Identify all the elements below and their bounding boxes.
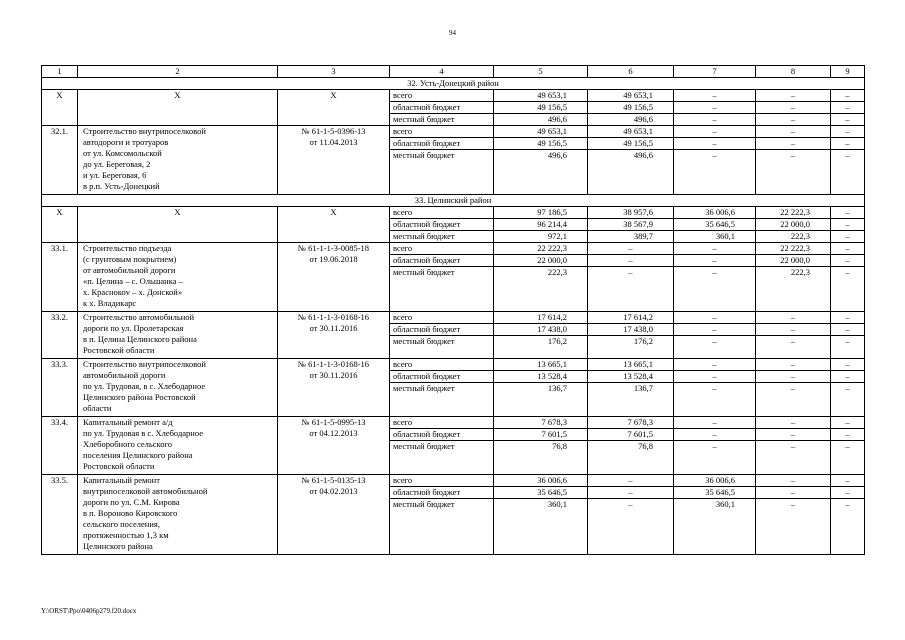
table-row (42, 90, 865, 102)
item-doc-line: от 30.11.2016 (309, 323, 358, 333)
amount-cell: 35 646,5 (674, 219, 756, 231)
amount-cell: – (831, 102, 865, 114)
amount-cell: – (831, 90, 865, 102)
amount-cell: – (674, 267, 756, 312)
item-name-line: автомобильной дороги (83, 370, 166, 380)
amount-cell: – (674, 102, 756, 114)
amount-cell: 96 214,4 (494, 219, 588, 231)
amount-cell: 360,1 (494, 499, 588, 555)
item-name-cell (78, 312, 278, 359)
table-row (42, 475, 865, 487)
amount-cell: – (756, 138, 831, 150)
item-name-line: поселения Целинского района (83, 450, 193, 460)
item-name-line: к х. Владикарс (83, 298, 137, 308)
item-name-line: и ул. Береговая, 6 (83, 170, 147, 180)
amount-cell: – (756, 150, 831, 195)
amount-cell: – (756, 441, 831, 475)
item-name-line: внутрипоселковой автомобильной (83, 486, 208, 496)
amount-cell: – (674, 126, 756, 138)
item-number-cell: 33.3. (42, 359, 78, 417)
amount-cell: 176,2 (494, 336, 588, 359)
amount-cell: 496,6 (494, 150, 588, 195)
amount-cell: 13 528,4 (588, 371, 674, 383)
amount-cell: – (674, 324, 756, 336)
item-name-line: дороги по ул. С.М. Кирова (83, 497, 180, 507)
item-name-line: области (83, 403, 112, 413)
amount-cell: 13 665,1 (588, 359, 674, 371)
amount-cell: – (674, 138, 756, 150)
amount-cell: – (756, 90, 831, 102)
amount-cell: – (831, 231, 865, 243)
amount-cell: 49 653,1 (588, 126, 674, 138)
item-doc-cell (278, 126, 390, 195)
amount-cell: 36 006,6 (674, 207, 756, 219)
item-name-line: от ул. Комсомольской (83, 148, 162, 158)
item-name-cell (78, 475, 278, 555)
amount-cell: – (831, 336, 865, 359)
amount-cell: 35 646,5 (494, 487, 588, 499)
amount-cell: – (831, 487, 865, 499)
item-name-line: по ул. Трудовая в с. Хлебодарное (83, 428, 203, 438)
item-doc-line: от 30.11.2016 (309, 370, 358, 380)
amount-cell: – (674, 336, 756, 359)
amount-cell: 49 156,5 (494, 102, 588, 114)
amount-cell: – (756, 114, 831, 126)
item-doc-cell (278, 243, 390, 312)
item-name-line: Строительство подъезда (83, 243, 172, 253)
item-name-line: автодороги и тротуаров (83, 137, 169, 147)
item-name-line: Целинского района Ростовской (83, 392, 196, 402)
amount-cell: 136,7 (494, 383, 588, 417)
item-doc-cell (278, 207, 390, 243)
amount-cell: – (831, 371, 865, 383)
amount-cell: – (831, 114, 865, 126)
page-number: 94 (449, 29, 456, 37)
item-name-line: протяженностью 1,3 км (83, 530, 169, 540)
header-row (42, 66, 865, 78)
funding-source-cell: местный бюджет (390, 150, 494, 195)
item-doc-line: X (330, 90, 337, 100)
amount-cell: 22 222,3 (756, 243, 831, 255)
amount-cell: 222,3 (756, 231, 831, 243)
footer-file-path: Y:\ORST\Ppo\0406p279.f20.docx (41, 607, 137, 615)
funding-source-cell: областной бюджет (390, 324, 494, 336)
item-doc-line: № 61-1-1-3-0168-16 (297, 359, 370, 369)
amount-cell: – (588, 475, 674, 487)
amount-cell: – (588, 487, 674, 499)
amount-cell: – (831, 150, 865, 195)
amount-cell: 7 678,3 (494, 417, 588, 429)
amount-cell: 496,6 (588, 150, 674, 195)
item-doc-line: X (330, 207, 337, 217)
funding-source-cell: всего (390, 417, 494, 429)
funding-source-cell: местный бюджет (390, 336, 494, 359)
amount-cell: – (831, 267, 865, 312)
funding-source-cell: местный бюджет (390, 114, 494, 126)
funding-source-cell: областной бюджет (390, 255, 494, 267)
amount-cell: 38 567,9 (588, 219, 674, 231)
item-name-line: (с грунтовым покрытием) (83, 254, 177, 264)
item-doc-line: от 19.06.2018 (309, 254, 358, 264)
item-name-cell (78, 207, 278, 243)
funding-source-cell: областной бюджет (390, 371, 494, 383)
amount-cell: – (588, 255, 674, 267)
table-row (42, 126, 865, 138)
item-doc-line: № 61-1-1-3-0168-16 (297, 312, 370, 322)
item-name-line: Хлеборобного сельского (83, 439, 173, 449)
amount-cell: – (756, 324, 831, 336)
amount-cell: 49 653,1 (588, 90, 674, 102)
item-name-line: по ул. Трудовая, в с. Хлебодарное (83, 381, 206, 391)
amount-cell: – (831, 312, 865, 324)
item-doc-line: от 04.02.2013 (309, 486, 358, 496)
funding-source-cell: областной бюджет (390, 219, 494, 231)
amount-cell: – (674, 417, 756, 429)
item-name-line: в п. Целина Целинского района (83, 334, 197, 344)
amount-cell: 49 156,5 (588, 138, 674, 150)
funding-source-cell: местный бюджет (390, 267, 494, 312)
amount-cell: 7 601,5 (494, 429, 588, 441)
amount-cell: – (756, 102, 831, 114)
amount-cell: – (674, 312, 756, 324)
amount-cell: – (831, 207, 865, 219)
amount-cell: – (674, 114, 756, 126)
header-cell: 2 (78, 66, 278, 78)
amount-cell: – (674, 255, 756, 267)
amount-cell: – (756, 487, 831, 499)
header-cell: 3 (278, 66, 390, 78)
amount-cell: 496,6 (494, 114, 588, 126)
table-row (42, 417, 865, 429)
amount-cell: – (756, 499, 831, 555)
amount-cell: 176,2 (588, 336, 674, 359)
funding-source-cell: областной бюджет (390, 138, 494, 150)
amount-cell: 136,7 (588, 383, 674, 417)
amount-cell: – (588, 267, 674, 312)
amount-cell: 17 438,0 (494, 324, 588, 336)
amount-cell: 49 156,5 (588, 102, 674, 114)
funding-source-cell: всего (390, 126, 494, 138)
amount-cell: 17 614,2 (494, 312, 588, 324)
amount-cell: – (831, 219, 865, 231)
amount-cell: – (831, 475, 865, 487)
funding-source-cell: местный бюджет (390, 383, 494, 417)
item-doc-cell (278, 359, 390, 417)
item-name-cell (78, 243, 278, 312)
amount-cell: – (831, 243, 865, 255)
amount-cell: – (674, 371, 756, 383)
amount-cell: 13 665,1 (494, 359, 588, 371)
amount-cell: 360,1 (674, 231, 756, 243)
amount-cell: 76,8 (588, 441, 674, 475)
item-number-cell: X (42, 207, 78, 243)
item-number-cell: 33.1. (42, 243, 78, 312)
amount-cell: – (756, 126, 831, 138)
item-number-cell: 33.5. (42, 475, 78, 555)
amount-cell: – (831, 383, 865, 417)
amount-cell: 49 653,1 (494, 90, 588, 102)
section-title: 32. Усть-Донецкий район (42, 78, 865, 90)
item-name-line: сельского поселения, (83, 519, 160, 529)
amount-cell: – (831, 324, 865, 336)
funding-source-cell: всего (390, 359, 494, 371)
item-name-line: до ул. Береговая, 2 (83, 159, 151, 169)
amount-cell: 49 653,1 (494, 126, 588, 138)
item-name-line: х. Краснокоv – х. Донской» (83, 287, 183, 297)
funding-source-cell: местный бюджет (390, 499, 494, 555)
item-number-cell: 33.4. (42, 417, 78, 475)
header-cell: 5 (494, 66, 588, 78)
item-doc-line: № 61-1-5-0135-13 (301, 475, 366, 485)
funding-source-cell: всего (390, 312, 494, 324)
amount-cell: 22 000,0 (756, 255, 831, 267)
funding-source-cell: местный бюджет (390, 231, 494, 243)
item-doc-cell (278, 417, 390, 475)
section-title: 33. Целинский район (42, 195, 865, 207)
funding-source-cell: областной бюджет (390, 102, 494, 114)
amount-cell: 7 601,5 (588, 429, 674, 441)
item-doc-line: от 04.12.2013 (309, 428, 358, 438)
amount-cell: – (831, 417, 865, 429)
amount-cell: 22 000,0 (494, 255, 588, 267)
amount-cell: – (831, 359, 865, 371)
item-name-line: Строительство внутрипоселковой (83, 126, 206, 136)
funding-source-cell: всего (390, 90, 494, 102)
amount-cell: – (831, 499, 865, 555)
amount-cell: 7 678,3 (588, 417, 674, 429)
item-name-line: Строительство автомобильной (83, 312, 195, 322)
funding-source-cell: местный бюджет (390, 441, 494, 475)
item-doc-cell (278, 90, 390, 126)
item-name-line: X (174, 207, 181, 217)
table-row (42, 207, 865, 219)
item-doc-line: № 61-1-5-0995-13 (301, 417, 366, 427)
amount-cell: 17 438,0 (588, 324, 674, 336)
amount-cell: 389,7 (588, 231, 674, 243)
funding-source-cell: областной бюджет (390, 487, 494, 499)
amount-cell: – (756, 359, 831, 371)
amount-cell: 17 614,2 (588, 312, 674, 324)
table-row (42, 312, 865, 324)
amount-cell: 36 006,6 (674, 475, 756, 487)
item-doc-cell (278, 312, 390, 359)
amount-cell: 22 222,3 (756, 207, 831, 219)
amount-cell: – (674, 429, 756, 441)
amount-cell: – (674, 383, 756, 417)
item-name-line: в п. Вороново Кировского (83, 508, 178, 518)
amount-cell: – (588, 243, 674, 255)
item-name-line: Ростовской области (83, 461, 155, 471)
item-name-line: «п. Целина – с. Ольшанка – (83, 276, 183, 286)
amount-cell: – (756, 371, 831, 383)
amount-cell: 360,1 (674, 499, 756, 555)
item-name-cell (78, 90, 278, 126)
amount-cell: – (674, 150, 756, 195)
header-cell: 9 (831, 66, 865, 78)
amount-cell: – (831, 429, 865, 441)
amount-cell: – (756, 312, 831, 324)
item-doc-cell (278, 475, 390, 555)
amount-cell: 13 528,4 (494, 371, 588, 383)
item-number-cell: X (42, 90, 78, 126)
item-name-cell (78, 417, 278, 475)
item-name-line: Строительство внутрипоселковой (83, 359, 206, 369)
item-name-line: от автомобильной дороги (83, 265, 176, 275)
amount-cell: – (674, 359, 756, 371)
item-name-line: Ростовской области (83, 345, 155, 355)
amount-cell: – (831, 441, 865, 475)
header-cell: 4 (390, 66, 494, 78)
amount-cell: – (756, 429, 831, 441)
table-row (42, 359, 865, 371)
amount-cell: – (674, 243, 756, 255)
amount-cell: 38 957,6 (588, 207, 674, 219)
funding-source-cell: всего (390, 243, 494, 255)
amount-cell: 972,1 (494, 231, 588, 243)
funding-source-cell: всего (390, 207, 494, 219)
amount-cell: – (588, 499, 674, 555)
item-name-line: Капитальный ремонт а/д (83, 417, 173, 427)
amount-cell: 35 646,5 (674, 487, 756, 499)
item-number-cell: 33.2. (42, 312, 78, 359)
item-name-line: дороги по ул. Пролетарская (83, 323, 184, 333)
amount-cell: – (756, 336, 831, 359)
amount-cell: – (756, 475, 831, 487)
amount-cell: – (831, 126, 865, 138)
section-title-row (42, 195, 865, 207)
header-cell: 1 (42, 66, 78, 78)
item-name-cell (78, 359, 278, 417)
amount-cell: – (756, 417, 831, 429)
section-title-row (42, 78, 865, 90)
amount-cell: 22 222,3 (494, 243, 588, 255)
funding-source-cell: областной бюджет (390, 429, 494, 441)
header-cell: 7 (674, 66, 756, 78)
item-number-cell: 32.1. (42, 126, 78, 195)
item-name-line: X (174, 90, 181, 100)
amount-cell: – (674, 441, 756, 475)
amount-cell: – (831, 255, 865, 267)
table-row (42, 243, 865, 255)
amount-cell: 222,3 (756, 267, 831, 312)
item-doc-line: от 11.04.2013 (309, 137, 358, 147)
amount-cell: – (756, 383, 831, 417)
item-name-cell (78, 126, 278, 195)
budget-table (41, 65, 865, 555)
amount-cell: 76,8 (494, 441, 588, 475)
amount-cell: – (674, 90, 756, 102)
item-name-line: Капитальный ремонт (83, 475, 160, 485)
header-cell: 6 (588, 66, 674, 78)
item-name-line: в р.п. Усть-Донецкий (83, 181, 160, 191)
amount-cell: 222,3 (494, 267, 588, 312)
header-cell: 8 (756, 66, 831, 78)
item-doc-line: № 61-1-5-0396-13 (301, 126, 366, 136)
item-doc-line: № 61-1-1-3-0085-18 (297, 243, 370, 253)
amount-cell: 36 006,6 (494, 475, 588, 487)
item-name-line: Целинского района (83, 541, 153, 551)
amount-cell: 49 156,5 (494, 138, 588, 150)
amount-cell: – (831, 138, 865, 150)
amount-cell: 97 186,5 (494, 207, 588, 219)
amount-cell: 496,6 (588, 114, 674, 126)
amount-cell: 22 000,0 (756, 219, 831, 231)
funding-source-cell: всего (390, 475, 494, 487)
